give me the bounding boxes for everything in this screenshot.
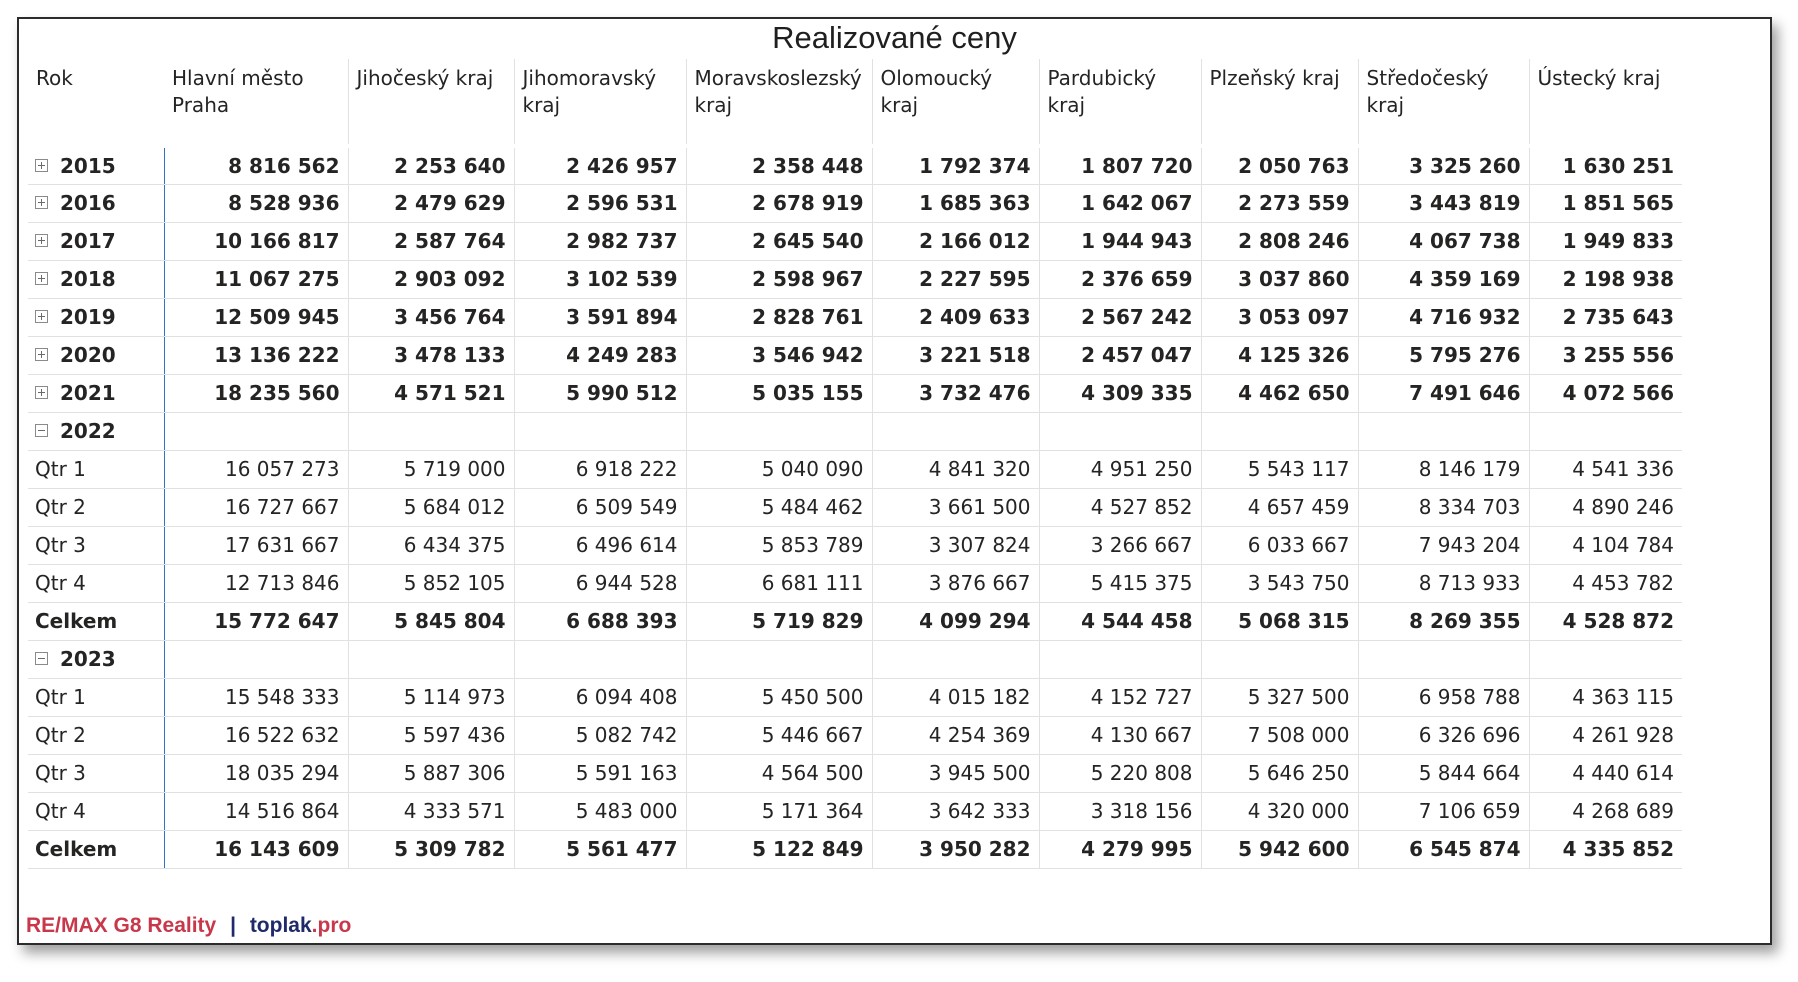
value-cell: 1 630 251 xyxy=(1529,146,1682,184)
value-cell: 1 642 067 xyxy=(1039,184,1201,222)
chart-title: Realizované ceny xyxy=(772,20,1017,55)
value-cell xyxy=(1529,412,1682,450)
value-cell: 3 661 500 xyxy=(872,488,1039,526)
row-label-cell[interactable] xyxy=(28,640,164,678)
quarter-row xyxy=(28,754,1682,792)
row-label-cell xyxy=(28,830,164,868)
value-cell xyxy=(348,640,514,678)
value-cell: 5 450 500 xyxy=(686,678,872,716)
value-cell: 8 713 933 xyxy=(1358,564,1529,602)
row-label: 2022 xyxy=(60,419,116,443)
value-cell: 7 106 659 xyxy=(1358,792,1529,830)
value-cell: 6 094 408 xyxy=(514,678,686,716)
toplak-brand: toplak xyxy=(249,914,312,937)
value-cell: 3 546 942 xyxy=(686,336,872,374)
value-cell: 2 479 629 xyxy=(348,184,514,222)
row-label: Qtr 1 xyxy=(35,457,86,481)
value-cell: 6 688 393 xyxy=(514,602,686,640)
value-cell xyxy=(1039,412,1201,450)
row-label-cell[interactable] xyxy=(28,336,164,374)
row-label-cell xyxy=(28,754,164,792)
matrix-table xyxy=(28,59,1682,869)
value-cell: 5 942 600 xyxy=(1201,830,1358,868)
year-row xyxy=(28,298,1682,336)
value-cell: 7 508 000 xyxy=(1201,716,1358,754)
value-cell: 3 945 500 xyxy=(872,754,1039,792)
value-cell: 1 851 565 xyxy=(1529,184,1682,222)
value-cell: 5 684 012 xyxy=(348,488,514,526)
value-cell: 5 035 155 xyxy=(686,374,872,412)
value-cell: 6 958 788 xyxy=(1358,678,1529,716)
value-cell: 4 462 650 xyxy=(1201,374,1358,412)
value-cell: 4 309 335 xyxy=(1039,374,1201,412)
row-header-title[interactable]: Rok xyxy=(28,59,164,146)
value-cell xyxy=(1039,640,1201,678)
value-cell: 12 713 846 xyxy=(164,564,348,602)
value-cell: 4 254 369 xyxy=(872,716,1039,754)
value-cell: 4 440 614 xyxy=(1529,754,1682,792)
table-visual xyxy=(17,17,1772,945)
value-cell xyxy=(686,640,872,678)
value-cell: 5 845 804 xyxy=(348,602,514,640)
value-cell: 3 325 260 xyxy=(1358,146,1529,184)
value-cell xyxy=(1201,412,1358,450)
column-header[interactable]: Hlavní město Praha xyxy=(164,59,348,146)
value-cell: 2 426 957 xyxy=(514,146,686,184)
value-cell: 4 333 571 xyxy=(348,792,514,830)
value-cell: 1 944 943 xyxy=(1039,222,1201,260)
value-cell: 11 067 275 xyxy=(164,260,348,298)
value-cell: 6 545 874 xyxy=(1358,830,1529,868)
row-label: 2020 xyxy=(60,343,116,367)
value-cell: 4 268 689 xyxy=(1529,792,1682,830)
value-cell: 3 642 333 xyxy=(872,792,1039,830)
value-cell: 5 068 315 xyxy=(1201,602,1358,640)
expand-icon[interactable] xyxy=(35,272,48,285)
value-cell: 6 509 549 xyxy=(514,488,686,526)
value-cell: 1 949 833 xyxy=(1529,222,1682,260)
column-header[interactable]: Moravskoslezský kraj xyxy=(686,59,872,146)
value-cell: 6 434 375 xyxy=(348,526,514,564)
value-cell: 2 645 540 xyxy=(686,222,872,260)
year-row xyxy=(28,146,1682,184)
value-cell: 4 249 283 xyxy=(514,336,686,374)
footer-branding xyxy=(26,914,351,938)
value-cell xyxy=(164,640,348,678)
value-cell: 16 057 273 xyxy=(164,450,348,488)
value-cell: 17 631 667 xyxy=(164,526,348,564)
row-label: Qtr 4 xyxy=(35,571,86,595)
row-label: Celkem xyxy=(35,837,118,861)
value-cell: 5 719 829 xyxy=(686,602,872,640)
value-cell: 3 053 097 xyxy=(1201,298,1358,336)
row-label: 2019 xyxy=(60,305,116,329)
total-row xyxy=(28,602,1682,640)
row-label-cell[interactable] xyxy=(28,146,164,184)
value-cell: 5 484 462 xyxy=(686,488,872,526)
row-label-cell[interactable] xyxy=(28,412,164,450)
value-cell: 2 457 047 xyxy=(1039,336,1201,374)
expand-icon[interactable] xyxy=(35,159,48,172)
expand-icon[interactable] xyxy=(35,386,48,399)
toplak-suffix: .pro xyxy=(311,914,352,937)
value-cell: 5 309 782 xyxy=(348,830,514,868)
column-header[interactable]: Středočeský kraj xyxy=(1358,59,1529,146)
year-row xyxy=(28,222,1682,260)
value-cell: 3 037 860 xyxy=(1201,260,1358,298)
value-cell: 5 220 808 xyxy=(1039,754,1201,792)
value-cell: 16 727 667 xyxy=(164,488,348,526)
value-cell: 5 483 000 xyxy=(514,792,686,830)
value-cell: 5 040 090 xyxy=(686,450,872,488)
value-cell: 4 571 521 xyxy=(348,374,514,412)
value-cell: 1 807 720 xyxy=(1039,146,1201,184)
year-row xyxy=(28,184,1682,222)
value-cell: 5 415 375 xyxy=(1039,564,1201,602)
value-cell: 2 903 092 xyxy=(348,260,514,298)
row-label: Qtr 4 xyxy=(35,799,86,823)
quarter-row xyxy=(28,526,1682,564)
quarter-row xyxy=(28,716,1682,754)
value-cell: 5 719 000 xyxy=(348,450,514,488)
value-cell: 2 982 737 xyxy=(514,222,686,260)
value-cell: 4 951 250 xyxy=(1039,450,1201,488)
expand-icon[interactable] xyxy=(35,348,48,361)
value-cell: 2 567 242 xyxy=(1039,298,1201,336)
row-label: 2016 xyxy=(60,191,116,215)
value-cell: 3 732 476 xyxy=(872,374,1039,412)
quarter-row xyxy=(28,678,1682,716)
value-cell: 3 456 764 xyxy=(348,298,514,336)
expand-icon[interactable] xyxy=(35,310,48,323)
value-cell xyxy=(872,640,1039,678)
value-cell: 4 528 872 xyxy=(1529,602,1682,640)
value-cell: 4 152 727 xyxy=(1039,678,1201,716)
year-row xyxy=(28,374,1682,412)
row-label: Qtr 2 xyxy=(35,723,86,747)
value-cell: 4 890 246 xyxy=(1529,488,1682,526)
value-cell: 1 792 374 xyxy=(872,146,1039,184)
value-cell: 4 453 782 xyxy=(1529,564,1682,602)
value-cell: 7 943 204 xyxy=(1358,526,1529,564)
value-cell xyxy=(164,412,348,450)
value-cell: 4 015 182 xyxy=(872,678,1039,716)
value-cell: 10 166 817 xyxy=(164,222,348,260)
value-cell: 6 033 667 xyxy=(1201,526,1358,564)
row-label: 2018 xyxy=(60,267,116,291)
value-cell: 3 255 556 xyxy=(1529,336,1682,374)
value-cell xyxy=(514,412,686,450)
remax-brand: RE/MAX G8 Reality xyxy=(26,914,217,937)
value-cell: 16 143 609 xyxy=(164,830,348,868)
value-cell: 16 522 632 xyxy=(164,716,348,754)
value-cell: 2 598 967 xyxy=(686,260,872,298)
value-cell: 2 253 640 xyxy=(348,146,514,184)
value-cell: 4 099 294 xyxy=(872,602,1039,640)
value-cell: 5 852 105 xyxy=(348,564,514,602)
value-cell: 2 596 531 xyxy=(514,184,686,222)
column-header[interactable]: Pardubický kraj xyxy=(1039,59,1201,146)
total-row xyxy=(28,830,1682,868)
row-label-cell xyxy=(28,450,164,488)
year-row xyxy=(28,336,1682,374)
row-label-cell[interactable] xyxy=(28,222,164,260)
value-cell: 5 446 667 xyxy=(686,716,872,754)
value-cell: 5 327 500 xyxy=(1201,678,1358,716)
value-cell: 2 735 643 xyxy=(1529,298,1682,336)
column-header[interactable]: Jihočeský kraj xyxy=(348,59,514,146)
value-cell: 3 950 282 xyxy=(872,830,1039,868)
collapse-icon[interactable] xyxy=(35,652,48,665)
value-cell: 2 358 448 xyxy=(686,146,872,184)
value-cell xyxy=(1358,412,1529,450)
value-cell: 4 541 336 xyxy=(1529,450,1682,488)
value-cell: 5 844 664 xyxy=(1358,754,1529,792)
value-cell: 5 171 364 xyxy=(686,792,872,830)
value-cell: 2 166 012 xyxy=(872,222,1039,260)
value-cell: 18 235 560 xyxy=(164,374,348,412)
value-cell: 2 050 763 xyxy=(1201,146,1358,184)
value-cell xyxy=(1201,640,1358,678)
value-cell: 6 496 614 xyxy=(514,526,686,564)
value-cell: 8 816 562 xyxy=(164,146,348,184)
value-cell: 4 841 320 xyxy=(872,450,1039,488)
value-cell: 3 543 750 xyxy=(1201,564,1358,602)
quarter-row xyxy=(28,450,1682,488)
value-cell: 5 561 477 xyxy=(514,830,686,868)
value-cell: 18 035 294 xyxy=(164,754,348,792)
row-label: 2017 xyxy=(60,229,116,253)
value-cell: 2 828 761 xyxy=(686,298,872,336)
expand-icon[interactable] xyxy=(35,196,48,209)
value-cell xyxy=(514,640,686,678)
value-cell: 3 318 156 xyxy=(1039,792,1201,830)
value-cell: 4 072 566 xyxy=(1529,374,1682,412)
row-label-cell xyxy=(28,602,164,640)
value-cell: 3 307 824 xyxy=(872,526,1039,564)
value-cell: 5 597 436 xyxy=(348,716,514,754)
value-cell: 2 409 633 xyxy=(872,298,1039,336)
value-cell: 3 102 539 xyxy=(514,260,686,298)
value-cell: 2 273 559 xyxy=(1201,184,1358,222)
column-header[interactable]: Ústecký kraj xyxy=(1529,59,1682,146)
value-cell: 3 443 819 xyxy=(1358,184,1529,222)
value-cell: 4 564 500 xyxy=(686,754,872,792)
value-cell: 5 887 306 xyxy=(348,754,514,792)
row-label: 2015 xyxy=(60,153,116,178)
row-label-cell[interactable] xyxy=(28,374,164,412)
value-cell: 4 104 784 xyxy=(1529,526,1682,564)
row-label: 2023 xyxy=(60,647,116,671)
value-cell: 3 221 518 xyxy=(872,336,1039,374)
value-cell xyxy=(348,412,514,450)
row-label-cell[interactable] xyxy=(28,184,164,222)
value-cell: 5 082 742 xyxy=(514,716,686,754)
value-cell: 2 198 938 xyxy=(1529,260,1682,298)
value-cell xyxy=(686,412,872,450)
year-row xyxy=(28,412,1682,450)
value-cell: 5 591 163 xyxy=(514,754,686,792)
value-cell: 5 853 789 xyxy=(686,526,872,564)
row-label-cell xyxy=(28,488,164,526)
value-cell: 8 334 703 xyxy=(1358,488,1529,526)
value-cell: 6 681 111 xyxy=(686,564,872,602)
row-label-cell xyxy=(28,564,164,602)
value-cell: 4 261 928 xyxy=(1529,716,1682,754)
value-cell: 14 516 864 xyxy=(164,792,348,830)
value-cell: 4 544 458 xyxy=(1039,602,1201,640)
value-cell: 4 716 932 xyxy=(1358,298,1529,336)
value-cell: 4 527 852 xyxy=(1039,488,1201,526)
value-cell: 5 795 276 xyxy=(1358,336,1529,374)
value-cell: 5 114 973 xyxy=(348,678,514,716)
value-cell: 15 772 647 xyxy=(164,602,348,640)
value-cell: 5 122 849 xyxy=(686,830,872,868)
row-label-cell[interactable] xyxy=(28,260,164,298)
row-label: Qtr 2 xyxy=(35,495,86,519)
year-row xyxy=(28,640,1682,678)
value-cell: 4 130 667 xyxy=(1039,716,1201,754)
value-cell: 2 587 764 xyxy=(348,222,514,260)
row-label: Qtr 3 xyxy=(35,761,86,785)
value-cell: 2 376 659 xyxy=(1039,260,1201,298)
value-cell: 4 363 115 xyxy=(1529,678,1682,716)
column-header-row xyxy=(28,59,1682,146)
value-cell: 2 227 595 xyxy=(872,260,1039,298)
column-header[interactable]: Jihomoravský kraj xyxy=(514,59,686,146)
value-cell: 3 266 667 xyxy=(1039,526,1201,564)
value-cell: 8 146 179 xyxy=(1358,450,1529,488)
row-label: 2021 xyxy=(60,381,116,405)
value-cell: 3 591 894 xyxy=(514,298,686,336)
value-cell: 6 326 696 xyxy=(1358,716,1529,754)
row-label-cell xyxy=(28,526,164,564)
value-cell: 4 279 995 xyxy=(1039,830,1201,868)
value-cell: 4 335 852 xyxy=(1529,830,1682,868)
value-cell: 8 269 355 xyxy=(1358,602,1529,640)
value-cell: 13 136 222 xyxy=(164,336,348,374)
value-cell: 2 808 246 xyxy=(1201,222,1358,260)
value-cell: 4 067 738 xyxy=(1358,222,1529,260)
year-row xyxy=(28,260,1682,298)
value-cell: 7 491 646 xyxy=(1358,374,1529,412)
footer-separator: | xyxy=(230,914,236,937)
row-label-cell[interactable] xyxy=(28,298,164,336)
value-cell: 6 918 222 xyxy=(514,450,686,488)
quarter-row xyxy=(28,792,1682,830)
row-label-cell xyxy=(28,792,164,830)
value-cell: 1 685 363 xyxy=(872,184,1039,222)
row-label: Qtr 1 xyxy=(35,685,86,709)
value-cell: 15 548 333 xyxy=(164,678,348,716)
row-label-cell xyxy=(28,678,164,716)
value-cell xyxy=(1529,640,1682,678)
value-cell: 5 543 117 xyxy=(1201,450,1358,488)
value-cell xyxy=(872,412,1039,450)
value-cell: 3 478 133 xyxy=(348,336,514,374)
row-label-cell xyxy=(28,716,164,754)
value-cell: 6 944 528 xyxy=(514,564,686,602)
value-cell: 3 876 667 xyxy=(872,564,1039,602)
quarter-row xyxy=(28,488,1682,526)
value-cell: 4 125 326 xyxy=(1201,336,1358,374)
value-cell: 12 509 945 xyxy=(164,298,348,336)
value-cell: 8 528 936 xyxy=(164,184,348,222)
value-cell: 5 990 512 xyxy=(514,374,686,412)
expand-icon[interactable] xyxy=(35,234,48,247)
row-label: Qtr 3 xyxy=(35,533,86,557)
value-cell: 4 359 169 xyxy=(1358,260,1529,298)
quarter-row xyxy=(28,564,1682,602)
value-cell: 4 320 000 xyxy=(1201,792,1358,830)
row-label: Celkem xyxy=(35,609,118,633)
value-cell: 4 657 459 xyxy=(1201,488,1358,526)
collapse-icon[interactable] xyxy=(35,424,48,437)
value-cell: 5 646 250 xyxy=(1201,754,1358,792)
column-header[interactable]: Olomoucký kraj xyxy=(872,59,1039,146)
value-cell xyxy=(1358,640,1529,678)
value-cell: 2 678 919 xyxy=(686,184,872,222)
column-header[interactable]: Plzeňský kraj xyxy=(1201,59,1358,146)
